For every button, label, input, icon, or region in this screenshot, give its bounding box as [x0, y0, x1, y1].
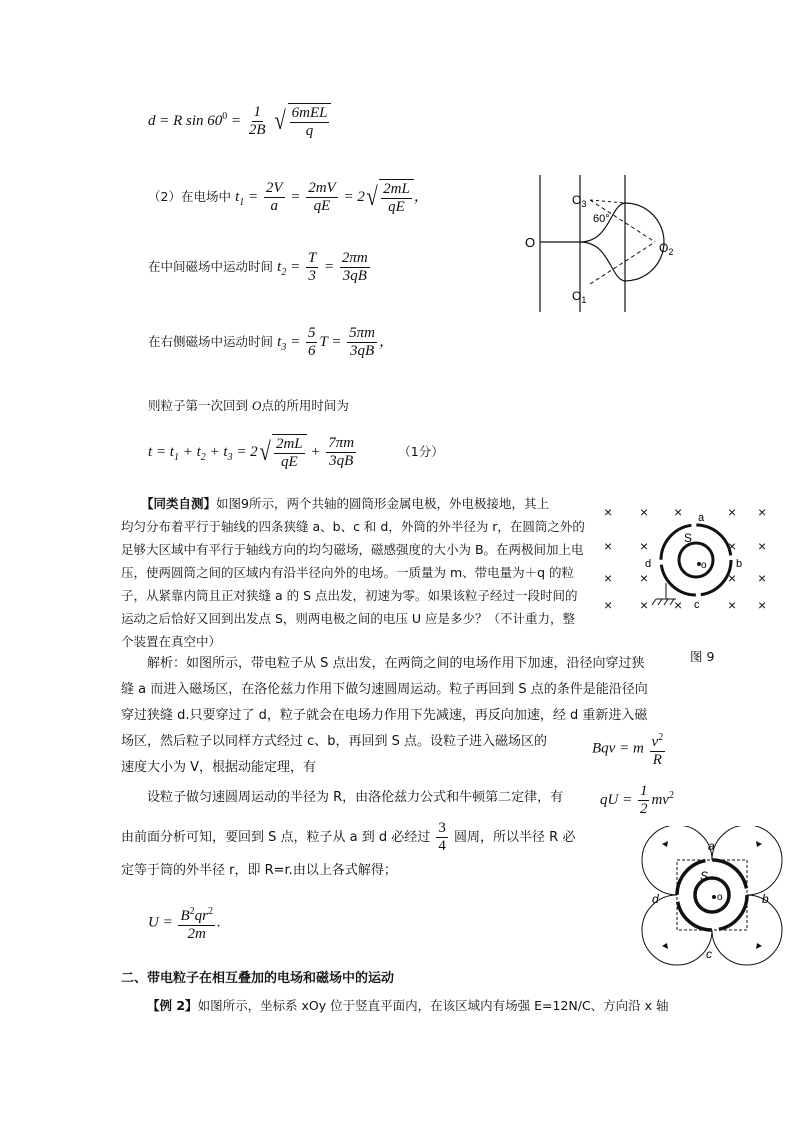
sol-label-c: c	[706, 947, 712, 961]
solution-diagram	[640, 826, 786, 970]
svg-text:×: ×	[604, 504, 613, 520]
solution-text: 解析：如图所示，带电粒子从 S 点出发，在两筒之间的电场作用下加速，沿径向穿过狭 缝 a 而进入磁场区，在洛伦兹力作用下做匀速圆周运动。粒子再回到 S 点的条件是能沿径向 穿过狭缝 d.只要穿过了 d，粒子就会在电场力作用下先减速，再反向加速，经 d 重新进入磁 场区，然后粒子以同样方式经过 c、b，再回到 S 点。设粒子进入磁场区的 速度大小为 V，根据动能定理，有	[121, 656, 648, 775]
sol-label-o: o	[717, 892, 723, 903]
svg-text:×: ×	[604, 570, 613, 586]
label-o2: $O_2$	[659, 241, 674, 257]
svg-text:×: ×	[604, 597, 613, 613]
figure-9-caption: 图 9	[690, 649, 715, 664]
svg-text:×: ×	[640, 570, 649, 586]
svg-text:×: ×	[640, 504, 649, 520]
svg-text:×: ×	[640, 597, 649, 613]
total-time-label: 则粒子第一次回到 O点的所用时间为	[148, 398, 349, 413]
svg-text:×: ×	[758, 597, 767, 613]
sol-label-a: a	[708, 839, 715, 853]
eq-t2: 在中间磁场中运动时间 $t_2$ = $\frac{T}{3}$ = $\frac{2\pi m}{3qB}$	[148, 250, 368, 284]
slit-a: a	[698, 512, 705, 524]
figure-9	[598, 495, 784, 625]
label-o3: $O_3$	[572, 193, 587, 209]
final-line: 定等于筒的外半径 r，即 R=r.由以上各式解得；	[121, 863, 397, 878]
svg-text:×: ×	[728, 538, 737, 554]
svg-text:×: ×	[728, 570, 737, 586]
label-angle: 60°	[593, 213, 610, 225]
back-line: 由前面分析可知，要回到 S 点，粒子从 a 到 d 必经过 $\frac{3}{4}$ 圆周，所以半径 R 必	[121, 820, 576, 854]
radius-line: 设粒子做匀速圆周运动的半径为 R，由洛伦兹力公式和牛顿第二定律，有	[147, 790, 564, 805]
eq-t1: （2）在电场中 $t_1$ = $\frac{2V}{a}$ = $\frac{2mV}{qE}$ = 2 √ $\frac{2mL}{qE}$ ，	[148, 180, 429, 215]
svg-text:×: ×	[640, 538, 649, 554]
eq-d: d = R $\sin 60^0$ = $\frac{1}{2B}$ √ $\frac{\text{6mEL}}{q}$	[148, 103, 331, 140]
eq-total: $t = t_1 + t_2 + t_3 = 2$ √ $\frac{2mL}{qE}$ + $\frac{7\pi m}{3qB}$ （1分）	[148, 435, 444, 470]
eq-bqv: Bqv = m $\frac{v^2}{R}$	[592, 729, 667, 769]
problem-statement: 【同类自测】如图9所示，两个共轴的圆筒形金属电极，外电极接地，其上 均匀分布着平行于轴线的四条狭缝 a、b、c 和 d，外筒的外半径为 r，在圆筒之外的 足够大区域中有平行于轴线方向的均匀磁场，磁感强度的大小为 B。在两极间加上电 压，使两圆筒之间的区域内有沿半径向外的电场。一质量为 m、带电量为＋q 的粒 子，从紧靠内筒且正对狭缝 a 的 S 点出发，初速为零。如果该粒子经过一段时间的 运动之后恰好又回到出发点 S，则两电极之间的电压 U 应是多少？（不计重力，整 个装置在真空中）	[121, 496, 585, 649]
label-o: O	[525, 235, 536, 250]
svg-text:×: ×	[728, 504, 737, 520]
slit-c: c	[694, 599, 700, 611]
eq-qu: qU = $\frac{1}{2}$ $mv^2$	[600, 783, 674, 817]
sol-label-s: S	[700, 869, 709, 883]
slit-b: b	[736, 558, 743, 570]
center-o: o	[701, 560, 707, 571]
svg-text:×: ×	[728, 597, 737, 613]
eq-u: U = $\frac{B^2qr^2}{2m}$ .	[148, 903, 221, 943]
svg-text:×: ×	[758, 538, 767, 554]
slit-d: d	[645, 558, 652, 570]
svg-text:×: ×	[758, 504, 767, 520]
sol-label-b: b	[762, 892, 769, 906]
svg-text:×: ×	[758, 570, 767, 586]
example-2: 【例 2】如图所示，坐标系 xOy 位于竖直平面内，在该区域内有场强 E=12N/C、方向沿 x 轴	[147, 998, 669, 1013]
svg-text:×: ×	[674, 504, 683, 520]
section-2-heading: 二、带电粒子在相互叠加的电场和磁场中的运动	[121, 971, 395, 986]
svg-text:×: ×	[604, 538, 613, 554]
eq-t3: 在右侧磁场中运动时间 $t_3$ = $\frac{5}{6}$ T = $\frac{5\pi m}{3qB}$ ，	[148, 325, 395, 359]
field-diagram	[515, 170, 705, 315]
label-o1: $O_1$	[572, 289, 587, 305]
point-s: S	[684, 531, 693, 545]
sol-label-d: d	[652, 892, 659, 906]
svg-text:×: ×	[674, 597, 683, 613]
